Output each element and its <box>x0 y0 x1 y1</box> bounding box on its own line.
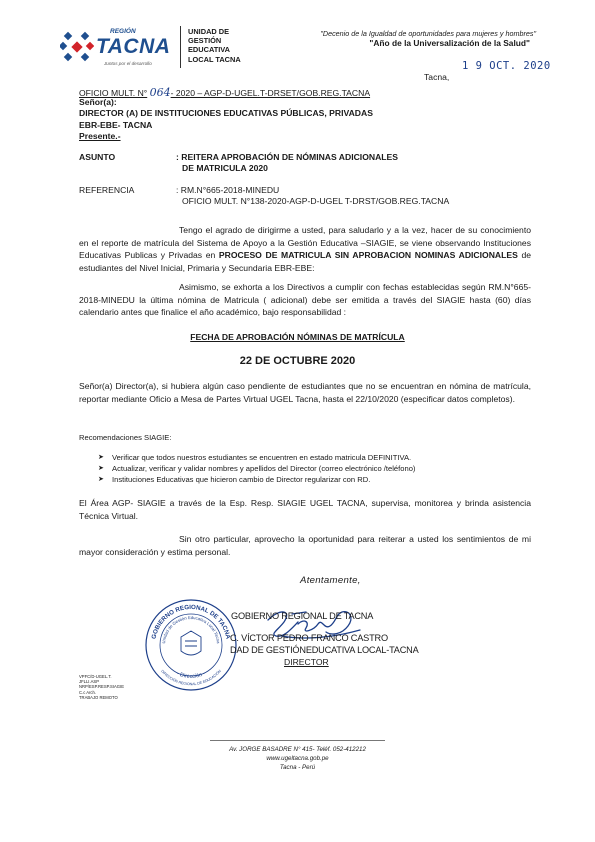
logo-mark-icon <box>60 30 94 64</box>
unit-line: GESTIÓN <box>188 36 222 46</box>
footer-website: www.ugeltacna.gob.pe <box>266 755 329 762</box>
paragraph-bold-text: PROCESO DE MATRICULA SIN APROBACION NOMINAS ADICIONALES <box>218 250 518 261</box>
logo-region-word: REGIÓN <box>110 28 136 35</box>
paragraph-support: El Área AGP- SIAGIE a través de la Esp. Resp. SIAGIE UGEL TACNA, supervisa, monitorea y brinda asistencia Técnica Virtual. <box>79 498 531 521</box>
arrow-bullet-icon: ➤ <box>98 465 104 472</box>
signature-role: DIRECTOR <box>284 657 329 667</box>
list-item <box>98 452 518 463</box>
list-item <box>98 474 518 485</box>
list-item-text: Verificar que todos nuestros estudiantes se encuentren en estado matricula DEFINITIVA. <box>112 453 412 462</box>
region-logo <box>60 26 180 72</box>
list-item-text: Instituciones Educativas que hicieron cambio de Director regularizar con RD. <box>112 475 371 484</box>
paragraph-pending: Señor(a) Director(a), si hubiera algún caso pendiente de estudiantes que no se encuentran en nómina de matrícula, reportar mediante Oficio a Mesa de Partes Virtual UGEL Tacna, hasta el 22/10/2020 (especificar datos completos). <box>79 381 531 404</box>
paragraph-text: Tengo el agrado de dirigirme a usted, para saludarlo y a la vez, hacer de su conocimiento en el reporte de matrícula del Sistema de Apoyo a la Gestión Educativa –SIAGIE, se viene observando Instituciones Educativas Publicas y Privadas en <box>79 225 531 261</box>
date-value: 22 DE OCTUBRE 2020 <box>239 355 356 367</box>
list-item-text: Actualizar, verificar y validar nombres y apellidos del Director (correo electrónico /teléfono) <box>112 464 416 473</box>
reference-initials <box>79 674 124 700</box>
recipient-line: EBR-EBE- TACNA <box>79 119 153 130</box>
recipient-salutation: Señor(a): <box>79 97 117 107</box>
reference-line: : RM.N°665-2018-MINEDU <box>176 185 280 195</box>
initials-line: C.c Arch. <box>79 689 96 695</box>
recipient-block <box>79 97 373 143</box>
footer-divider <box>210 740 385 741</box>
header-divider <box>180 26 181 68</box>
svg-text:- Dirección -: - Dirección - <box>175 670 207 680</box>
signature-unit: DAD DE GESTIÓNEDUCATIVA LOCAL-TACNA <box>230 645 419 655</box>
date-heading: FECHA DE APROBACIÓN NÓMINAS DE MATRÍCULA <box>190 332 405 342</box>
office-prefix: OFICIO MULT. N° <box>79 88 148 98</box>
footer <box>0 745 595 772</box>
paragraph-closing: Sin otro particular, aprovecho la oportunidad para reiterar a usted los sentimientos de mi mayor consideración y estima personal. <box>79 534 531 557</box>
initials-line: JFLLI.ASP <box>79 679 100 685</box>
recipient-line: DIRECTOR (A) DE INSTITUCIONES EDUCATIVAS PÚBLICAS, PRIVADAS <box>79 108 373 119</box>
initials-line: VPFC/D-UGEL.T. <box>79 674 112 679</box>
recommendations-list <box>98 452 518 485</box>
decade-text: "Decenio de la Igualdad de oportunidades para mujeres y hombres" <box>320 29 536 38</box>
arrow-bullet-icon: ➤ <box>98 476 104 483</box>
paragraph-text: de estudiantes del Nivel Inicial, Primaria y Secundaria EBR-EBE: <box>79 250 532 273</box>
reference-line: OFICIO MULT. N°138-2020-AGP-D-UGEL T-DRST/GOB.REG.TACNA <box>182 196 450 206</box>
official-seal-icon <box>143 597 239 693</box>
year-text: "Año de la Universalización de la Salud" <box>369 38 530 48</box>
logo-name: TACNA <box>96 35 171 58</box>
reference-text <box>176 185 449 207</box>
unit-line: UNIDAD DE <box>188 27 230 36</box>
subject-label: ASUNTO <box>79 152 116 162</box>
recommendations-title: Recomendaciones SIAGIE: <box>79 433 172 442</box>
footer-city: Tacna - Perú <box>279 764 316 771</box>
footer-address: Av. JORGE BASADRE N° 415- Teléf. 052-412212 <box>229 746 366 753</box>
initials-line: NRP/ESP.RESP.SIAGIE <box>79 684 124 690</box>
unit-line: LOCAL TACNA <box>188 54 241 64</box>
unit-line: EDUCATIVA <box>188 45 231 55</box>
date-stamp: 1 9 OCT. 2020 <box>462 60 551 72</box>
subject-text <box>176 152 398 174</box>
initials-line: TRABAJO REMOTO <box>79 694 118 700</box>
office-number-handwritten: 064 <box>149 86 171 99</box>
arrow-bullet-icon: ➤ <box>98 454 104 461</box>
logo-slogan: Juntos por el desarrollo <box>104 61 152 66</box>
paragraph-intro <box>79 224 531 274</box>
subject-line: DE MATRICULA 2020 <box>182 163 268 173</box>
svg-text:Unidad de Gestión Educativa Lo: Unidad de Gestión Educativa Local Tacna <box>161 614 221 644</box>
office-suffix: - 2020 – AGP-D-UGEL.T-DRSET/GOB.REG.TACNA <box>170 88 371 98</box>
paragraph-deadline: Asimismo, se exhorta a los Directivos a cumplir con fechas establecidas según RM.N°665-2018-MINEDU la última nómina de Matricula ( adicional) debe ser emitida a través del SIAGIE hasta (60) días calendario antes que finalice el año académico, bajo responsabilidad : <box>79 282 531 318</box>
reference-label: REFERENCIA <box>79 185 135 195</box>
signature-gov: GOBIERNO REGIONAL DE TACNA <box>231 611 374 621</box>
unit-block <box>188 27 241 64</box>
closing-text: Atentamente, <box>300 575 361 586</box>
signature-name: C. VÍCTOR PEDRO FRANCO CASTRO <box>230 633 388 643</box>
svg-text:GOBIERNO REGIONAL DE TACNA: GOBIERNO REGIONAL DE TACNA <box>150 603 232 640</box>
svg-text:DIRECCIÓN REGIONAL DE EDUCACIÓ: DIRECCIÓN REGIONAL DE EDUCACIÓN <box>160 669 222 687</box>
place-text: Tacna, <box>424 72 450 82</box>
recipient-present: Presente.- <box>79 131 121 142</box>
subject-line: : REITERA APROBACIÓN DE NÓMINAS ADICIONALES <box>176 152 399 162</box>
list-item <box>98 463 518 474</box>
